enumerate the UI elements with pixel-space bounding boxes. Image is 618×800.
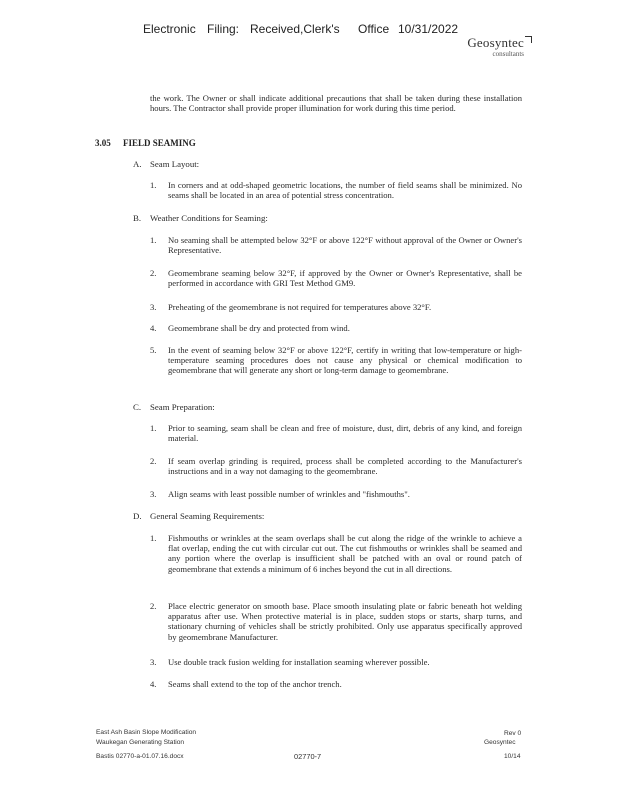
subsection-title: Seam Layout: xyxy=(150,159,200,169)
list-item xyxy=(150,302,522,312)
item-text: Align seams with least possible number of wrinkles and "fishmouths". xyxy=(168,489,410,499)
item-text: Use double track fusion welding for installation seaming wherever possible. xyxy=(168,657,430,667)
intro-paragraph: the work. The Owner or shall indicate additional precautions that shall be taken during these installation hours. The Contractor shall provide proper illumination for work during this time period. xyxy=(150,93,522,114)
item-text: Place electric generator on smooth base. Place smooth insulating plate or fabric beneath hot welding apparatus after use. When protective material is in place, sudden stops or starts, sharp turns, and stationary churning of vehicles shall be strictly prohibited. Only use apparatus specifically approved by geomembrane Manufacturer. xyxy=(168,601,522,642)
footer-company: Geosyntec xyxy=(484,739,516,746)
item-text: No seaming shall be attempted below 32°F or above 122°F without approval of the Owner or Owner's Representative. xyxy=(168,235,522,256)
stamp-electronic: Electronic xyxy=(143,22,196,36)
item-text: If seam overlap grinding is required, process shall be completed according to the Manufacturer's instructions and in a way not damaging to the geomembrane. xyxy=(168,456,522,477)
company-logo xyxy=(467,35,524,58)
logo-subtitle: consultants xyxy=(492,50,524,58)
list-item xyxy=(150,601,522,642)
logo-mark-icon xyxy=(525,36,532,43)
logo-name: Geosyntec xyxy=(467,35,524,50)
item-number: 1. xyxy=(150,423,157,433)
list-item xyxy=(150,679,522,689)
footer-page-number: 02770-7 xyxy=(294,752,322,761)
item-number: 3. xyxy=(150,657,157,667)
item-text: In the event of seaming below 32°F or above 122°F, certify in writing that low-temperature or high-temperature seaming procedures does not cause any physical or chemical modification to geomembrane that will generate any short or long-term damage to geomembrane. xyxy=(168,345,522,376)
item-number: 1. xyxy=(150,235,157,245)
list-item xyxy=(150,323,522,333)
item-number: 2. xyxy=(150,268,157,278)
item-text: Fishmouths or wrinkles at the seam overlaps shall be cut along the ridge of the wrinkle to achieve a flat overlap, ending the cut with circular cut out. The cut fishmouths or wrinkles shall be seamed and any portion where the overlap is insufficient shall be patched with an oval or round patch of geomembrane that extends a minimum of 6 inches beyond the cut in all directions. xyxy=(168,533,522,574)
subsection-heading xyxy=(133,159,199,169)
footer-station-line: Waukegan Generating Station xyxy=(96,739,185,746)
list-item xyxy=(150,345,522,376)
subsection-letter: B. xyxy=(133,213,142,223)
subsection-title: Seam Preparation: xyxy=(150,402,215,412)
stamp-date: 10/31/2022 xyxy=(398,22,459,36)
subsection-letter: C. xyxy=(133,402,142,412)
subsection-heading xyxy=(133,402,215,412)
list-item xyxy=(150,423,522,443)
list-item xyxy=(150,180,522,200)
section-heading xyxy=(95,138,196,148)
subsection-heading xyxy=(133,213,268,223)
item-text: Prior to seaming, seam shall be clean and free of moisture, dust, dirt, debris of any kind, and foreign material. xyxy=(168,423,522,444)
item-text: Geomembrane seaming below 32°F, if approved by the Owner or Owner's Representative, shall be performed in accordance with GRI Test Method GM9. xyxy=(168,268,522,289)
item-number: 1. xyxy=(150,180,157,190)
list-item xyxy=(150,268,522,288)
item-number: 2. xyxy=(150,456,157,466)
list-item xyxy=(150,456,522,476)
section-title: FIELD SEAMING xyxy=(123,138,196,148)
footer-revision: Rev 0 xyxy=(504,730,522,737)
stamp-filing: Filing: xyxy=(207,22,240,36)
list-item xyxy=(150,489,522,499)
item-number: 5. xyxy=(150,345,157,355)
footer-project-line: East Ash Basin Slope Modification xyxy=(96,729,197,736)
subsection-title: General Seaming Requirements: xyxy=(150,511,265,521)
stamp-received: Received,Clerk's xyxy=(250,22,340,36)
item-text: Seams shall extend to the top of the anchor trench. xyxy=(168,679,342,689)
subsection-heading xyxy=(133,511,264,521)
item-text: Geomembrane shall be dry and protected from wind. xyxy=(168,323,350,333)
list-item xyxy=(150,235,522,255)
footer-date: 10/14 xyxy=(504,753,521,760)
list-item xyxy=(150,657,522,667)
item-number: 2. xyxy=(150,601,157,611)
item-text: Preheating of the geomembrane is not required for temperatures above 32°F. xyxy=(168,302,432,312)
subsection-title: Weather Conditions for Seaming: xyxy=(150,213,268,223)
item-number: 3. xyxy=(150,489,157,499)
item-number: 4. xyxy=(150,323,157,333)
stamp-office: Office xyxy=(358,22,390,36)
list-item xyxy=(150,533,522,574)
item-number: 4. xyxy=(150,679,157,689)
item-number: 1. xyxy=(150,533,157,543)
footer-file-name: Bastis 02770-a-01.07.16.docx xyxy=(96,753,184,760)
subsection-letter: A. xyxy=(133,159,142,169)
subsection-letter: D. xyxy=(133,511,142,521)
item-number: 3. xyxy=(150,302,157,312)
section-number: 3.05 xyxy=(95,138,111,148)
item-text: In corners and at odd-shaped geometric locations, the number of field seams shall be minimized. No seams shall be located in an area of potential stress concentration. xyxy=(168,180,522,201)
